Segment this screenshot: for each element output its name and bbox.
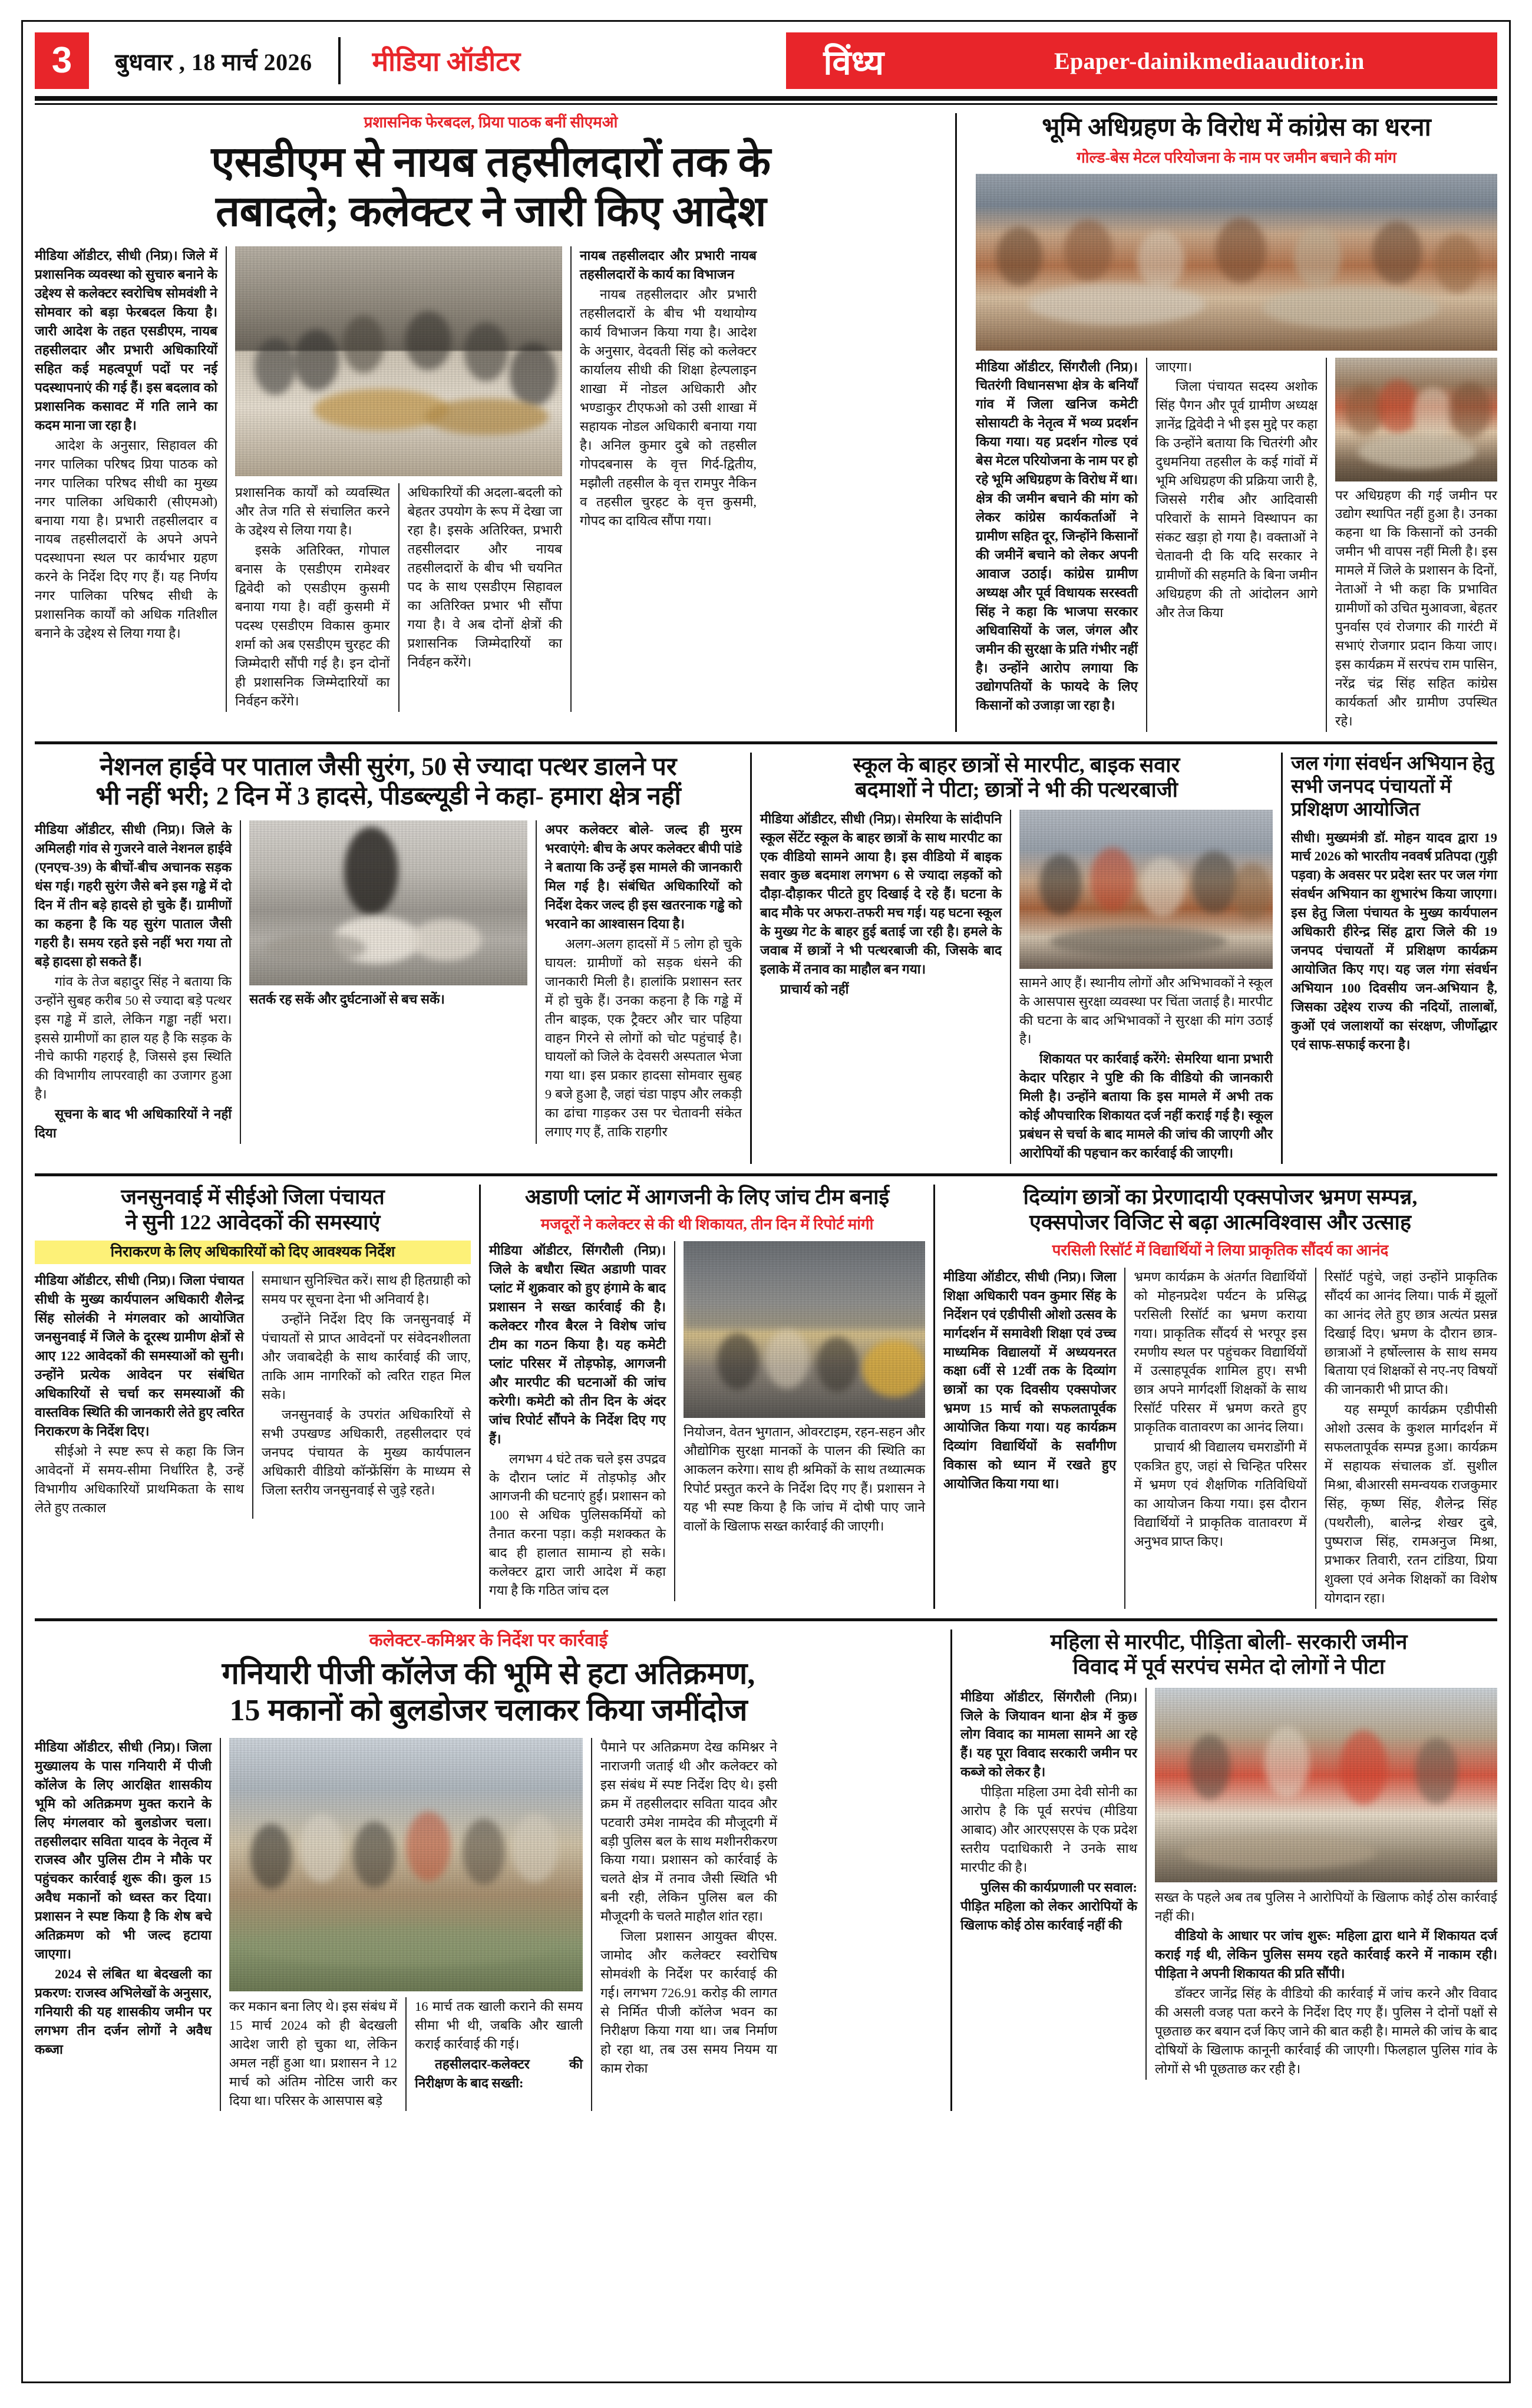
col-divider [1146,358,1147,732]
lead-col1-p2: आदेश के अनुसार, सिहावल की नगर पालिका परिषद प्रिया पाठक को नगर पालिका परिषद सीधी का मुख्य नगर पालिका अधिकारी (सीएमओ) बनाया गया है। प्रभारी तहसीलदार व नायब तहसीलदारों के अपने अपने पदस्थापना स्थल पर कार्यभार ग्रहण करने के निर्देश दिए गए हैं। यह निर्णय नगर पालिका परिषद सीधी के प्रशासनिक कार्यों को अधिक गतिशील बनाने के उद्देश्य से लिया गया है। [35,437,217,641]
school-incident-photo [1019,810,1273,969]
tunnel-photo-block [249,820,527,1144]
ganiyari-byline: मीडिया ऑडीटर, सीधी (निप्र)। जिला मुख्यालय के पास गनियारी में पीजी कॉलेज के लिए आरक्षित शासकीय भूमि को अतिक्रमण मुक्त कराने के लिए मंगलवार को बुलडोजर चला। तहसीलदार सविता यादव के नेतृत्व में राजस्व और पुलिस टीम ने मौके पर पहुंचकर कार्रवाई शुरू की। कुल 15 अवैध मकानों को ध्वस्त कर दिया। प्रशासन ने स्पष्ट किया है कि शेष बचे अतिक्रमण को भी जल्द हटाया जाएगा। [35,1739,212,1962]
lead-byline: मीडिया ऑडीटर, सीधी (निप्र)। जिले में प्रशासनिक व्यवस्था को सुचारु बनाने के उद्देश्य से कलेक्टर स्वरोचिष सोमवंशी ने सोमवार को बड़ा फेरबदल किया है। जारी आदेश के तहत एसडीएम, नायब तहसीलदार और प्रभारी अधिकारियों सहित कई महत्वपूर्ण पदों पर नई पदस्थापनाएं की गई हैं। इस बदलाव को प्रशासनिक कसावट में गति लाने का कदम माना जा रहा है। [35,248,217,433]
adani-plant-photo [684,1241,925,1418]
divyang-col2-p2: प्राचार्य श्री विद्यालय चमराडोंगी में एकत्रित हुए, जहां से चिन्हित परिसर में भ्रमण एवं शैक्षणिक गतिविधियों का आयोजन किया गया। इस दौरान विद्यार्थियों ने प्राकृतिक वातावरण में अनुभव प्राप्त किए। [1134,1440,1307,1549]
page-number: 3 [35,32,89,89]
ganiyari-col3-p2: जिला प्रशासन आयुक्त बीएस. जामोद और कलेक्टर स्वरोचिष सोमवंशी के निर्देश पर कार्रवाई की गई। लगभग 726.91 करोड़ की लागत से निर्मित पीजी कॉलेज भवन का निरीक्षण किया गया था। जब निर्माण हो रहा था, तब उस समय नियम या काम रोका [600,1929,777,2076]
photo-texture [1335,358,1497,481]
dharna-col3-p1: पर अधिग्रहण की गई जमीन पर उद्योग स्थापित नहीं हुआ है। उनका कहना था कि किसानों को उनकी जमीन भी वापस नहीं मिली है। इस मामले में जिले के प्रशासन के दिनों, नेताओं ने भी कहा कि प्रभावित ग्रामीणों को उचित मुआवजा, बेहतर पुनर्वास एवं रोजगार की गारंटी में सभाएं रोजगार प्रदान किया जाए। इस कार्यक्रम में सरपंच राम पासिन, नरेंद्र चंद्र सिंह सहित कांग्रेस कार्यकर्ता और ग्रामीण उपस्थित रहे। [1335,487,1497,728]
masthead-rule-thin [35,103,1497,105]
mahila-col2-p1: सख्त के पहले अब तब पुलिस ने आरोपियों के खिलाफ कोई ठोस कार्रवाई नहीं की। [1155,1889,1497,1924]
lead-col2-p2: इसके अतिरिक्त, गोपाल बनास के एसडीएम रामेश्वर द्विवेदी को एसडीएम कुसमी बनाया गया है। वहीं कुसमी में पदस्थ एसडीएम विकास कुमार शर्मा को अब एसडीएम चुरहट की जिम्मेदारी सौंपी गई है। इन दोनों ही प्रशासनिक जिम्मेदारियों का निर्वहन करेंगे। [235,543,390,708]
divyang-col3 [1325,1268,1497,1609]
lead-story-midblock [235,246,562,711]
tunnel-col2 [545,820,742,1144]
publication-date: बुधवार , 18 मार्च 2026 [115,48,312,75]
mahila-headline-line1: महिला से मारपीट, पीड़िता बोली- सरकारी जमीन [1050,1629,1408,1654]
school-headline-line1: स्कूल के बाहर छात्रों से मारपीट, बाइक सवार [853,753,1180,777]
school-byline: मीडिया ऑडीटर, सीधी (निप्र)। सेमरिया के सांदीपनि स्कूल सेंटेंट स्कूल के बाहर छात्रों के साथ मारपीट का एक वीडियो सामने आया है। इस वीडियो में बाइक सवार कुछ बदमाश लगभग 6 से ज्यादा लड़कों को दौड़ा-दौड़ाकर पीटते हुए दिखाई दे रहे हैं। घटना के बाद मौके पर अफरा-तफरी मच गई। यह घटना स्कूल के मुख्य गेट के बाहर हुई बताई जा रही है। हमले के जवाब में छात्रों ने भी पत्थरबाजी की, जिसके बाद इलाके में तनाव का माहौल बन गया। [760,811,1002,977]
col-divider [674,1241,675,1601]
row-2 [35,753,1497,1164]
adani-story [489,1185,925,1609]
mahila-col2-sub: वीडियो के आधार पर जांच शुरू: महिला द्वारा थाने में शिकायत दर्ज कराई गई थी, लेकिन पुलिस समय रहते कार्रवाई करने में नाकाम रही। पीड़िता ने अपनी शिकायत की प्रति सौंपी। [1155,1928,1497,1981]
tunnel-byline: मीडिया ऑडीटर, सीधी (निप्र)। जिले के अमिलही गांव से गुजरने वाले नेशनल हाईवे (एनएच-39) के बीचों-बीच अचानक सड़क धंस गई। गहरी सुरंग जैसे बने इस गड्ढे में दो दिन में तीन बड़े हादसे हो चुके हैं। ग्रामीणों का कहना है कि यह सुरंग पाताल जैसी गहरी है। समय रहते इसे नहीं भरा गया तो बड़े हादसा हो सकते हैं। [35,822,232,969]
school-story [760,753,1273,1164]
ganiyari-col2b [415,1997,583,2112]
col-divider [536,820,537,1144]
ganiyari-headline-line1: गनियारी पीजी कॉलेज की भूमि से हटा अतिक्रमण, [222,1657,755,1691]
photo-texture [1155,1688,1497,1882]
school-col1-sub: प्राचार्य को नहीं [780,982,849,997]
masthead-date-wrap [89,32,338,89]
adani-headline: अडाणी प्लांट में आगजनी के लिए जांच टीम बनाई [524,1185,890,1209]
congress-protest-photo [976,174,1497,351]
jansunwai-col1-p2: सीईओ ने स्पष्ट रूप से कहा कि जिन आवेदनों में समय-सीमा निर्धारित है, उन्हें विभागीय अधिकारियों प्राथमिकता के साथ लेते हुए तत्काल [35,1443,244,1515]
dharna-story [965,113,1497,732]
adani-byline: मीडिया ऑडीटर, सिंगरौली (निप्र)। जिले के बधौरा स्थित अडाणी पावर प्लांट में शुक्रवार को हुए हंगामे के बाद प्रशासन ने सख्त कार्रवाई की है। कलेक्टर गौरव बैरल ने विशेष जांच टीम का गठन किया है। यह कमेटी प्लांट परिसर में तोड़फोड़, आगजनी और मारपीट की घटनाओं की जांच करेगी। कमेटी को तीन दिन के अंदर जांच रिपोर्ट सौंपने के निर्देश दिए गए हैं। [489,1243,666,1446]
section-rule-3 [35,1618,1497,1621]
lead-story-mid-cols [235,483,562,711]
jal-ganga-story [1291,753,1497,1164]
divyang-col3-p1: रिसॉर्ट पहुंचे, जहां उन्होंने प्राकृतिक सौंदर्य का आनंद लिया। पार्क में झूलों का आनंद लेते हुए छात्र अत्यंत प्रसन्न दिखाई दिए। भ्रमण के दौरान छात्र-छात्राओं ने हर्षोल्लास के साथ समय बिताया एवं शिक्षकों से नए-नए विषयों की जानकारी भी प्राप्त की। [1324,1269,1497,1397]
adani-col2 [684,1423,925,1536]
section-divider [950,1629,952,2112]
school-col2-block [1019,810,1273,1164]
tunnel-col1-sub: सूचना के बाद भी अधिकारियों ने नहीं दिया [35,1107,232,1141]
epaper-url[interactable]: Epaper-dainikmediaauditor.in [922,32,1497,89]
tunnel-columns [35,820,742,1144]
col-divider [1010,810,1011,1164]
mahila-story [960,1629,1497,2112]
jansunwai-col2 [262,1271,471,1518]
divyang-col1 [943,1268,1116,1609]
lead-col4-subhead: नायब तहसीलदार और प्रभारी नायब तहसीलदारों के कार्य का विभाजन [580,248,757,282]
tunnel-col2-p2: अलग-अलग हादसों में 5 लोग हो चुके घायल: ग्रामीणों को सड़क धंसने की जानकारी मिली है। हालांकि प्रशासन स्तर में हो चुके हैं। उनका कहना है कि गड्ढे में तीन बाइक, एक ट्रैक्टर और चार पहिया वाहन गिरने से लोगों को चोट पहुंचाई है। घायलों को जिले के देवसरी अस्पताल भेजा गया था। इस प्रकार हादसा सोमवार सुबह 9 बजे हुआ है, जहां चंडा पाइप और लकड़ी का ढांचा गाड़कर उस पर चेतावनी संकेत लगाए गए हैं, ताकि राहगीर [544,936,742,1140]
ganiyari-col1 [35,1738,212,2112]
photo-texture [249,820,527,985]
jansunwai-col2-p3: जनसुनवाई के उपरांत अधिकारियों से सभी उपखण्ड अधिकारी, तहसीलदार एवं जनपद पंचायत के मुख्य कार्यपालन अधिकारी वीडियो कॉन्फ्रेंसिंग के माध्यम से जिला स्तरीय जनसुनवाई से जुड़े रहते। [262,1407,471,1497]
lead-col4-p2: नायब तहसीलदार और प्रभारी तहसीलदारों के बीच भी यथायोग्य कार्य विभाजन किया गया है। आदेश के अनुसार, वेदवती सिंह को कलेक्टर कार्यालय सीधी की शिक्षा हेल्पलाइन शाखा में नोडल अधिकारी और भण्डाकुर टीएफओ को उसी शाखा में सहायक नोडल अधिकारी बनाया गया है। अनिल कुमार दुबे को तहसील गोपदबनास के वृत्त गिर्द-द्वितीय, मझौली तहसील के वृत्त रामपुर नैकिन व तहसील चुरहट के वृत्त कुसमी, गोपद का दायित्व सौंपा गया। [580,287,757,528]
tunnel-col1 [35,820,232,1144]
photo-texture [1019,810,1273,969]
ganiyari-caption-cols [229,1997,583,2112]
demolition-site-photo [229,1738,583,1991]
tunnel-headline-line1: नेशनल हाईवे पर पाताल जैसी सुरंग, 50 से ज्यादा पत्थर डालने पर [100,753,677,781]
jansunwai-subhead: निराकरण के लिए अधिकारियों को दिए आवश्यक निर्देश [35,1241,471,1265]
jansunwai-col2-p1: समाधान सुनिश्चित करें। साथ ही हितग्राही को समय पर सूचना देना भी अनिवार्य है। [262,1273,471,1307]
school-col2-p1: सामने आए हैं। स्थानीय लोगों और अभिभावकों ने स्कूल के आसपास सुरक्षा व्यवस्था पर चिंता जताई है। मारपीट की घटना के बाद अभिभावकों ने सुरक्षा की मांग उठाई है। [1019,975,1273,1047]
photo-texture [684,1241,925,1418]
divyang-headline-line2: एक्सपोजर विजिट से बढ़ा आत्मविश्वास और उत्साह [1029,1210,1411,1234]
adani-col1-p2: लगभग 4 घंटे तक चले इस उपद्रव के दौरान प्लांट में तोड़फोड़ और आगजनी की घटनाएं हुईं। प्रशासन को 100 से अधिक पुलिसकर्मियों को तैनात करना पड़ा। कड़ी मशक्कत के बाद ही हालात सामान्य हो सके। कलेक्टर द्वारा जारी आदेश में कहा गया है कि गठित जांच दल [489,1451,666,1598]
jal-ganga-headline: जल गंगा संवर्धन अभियान हेतु सभी जनपद पंचायतों में प्रशिक्षण आयोजित [1291,753,1494,820]
lead-story [35,113,947,732]
lead-story-col2 [235,483,390,711]
divyang-story [943,1185,1497,1609]
section-divider [955,113,957,732]
jal-ganga-col [1291,829,1497,1054]
newspaper-brand: मीडिया ऑडीटर [372,47,521,77]
section-rule-2 [35,1173,1497,1176]
col-divider [220,1738,221,2112]
section-divider [933,1185,935,1609]
collector-meeting-photo [235,246,562,476]
lead-story-kicker: प्रशासनिक फेरबदल, प्रिया पाठक बनीं सीएमओ [364,114,618,131]
tunnel-col1-p2: गांव के तेज बहादुर सिंह ने बताया कि उन्होंने सुबह करीब 50 से ज्यादा बड़े पत्थर इस गड्ढे में डाले, लेकिन गड्ढा नहीं भरा। इससे ग्रामीणों का हाल यह है कि सड़क के नीचे काफी गहराई है, जिससे इस स्थिति की विभागीय लापरवाही का उजागर हुआ है। [35,974,232,1102]
col-divider [226,246,227,711]
adani-col1 [489,1241,666,1601]
divyang-col3-p2: यह सम्पूर्ण कार्यक्रम एडीपीसी ओशो उत्सव के कुशल मार्गदर्शन में सफलतापूर्वक सम्पन्न हुआ। कार्यक्रम में सहायक संचालक डॉ. सुशील मिश्रा, बीआरसी समन्वयक राजकुमार सिंह, कृष्ण सिंह, शैलेन्द्र सिंह (पथरौली), बालेन्द्र शेखर दुबे, पुष्पराज सिंह, रामअनुज मिश्रा, प्रभाकर तिवारी, रतन टांडिया, प्रिया शुक्ला एवं अनेक शिक्षकों का विशेष योगदान रहा। [1324,1402,1497,1605]
ganiyari-col2-p2: 16 मार्च तक खाली कराने की समय सीमा भी थी, जबकि और खाली कराई कार्रवाई की गई। [415,1998,583,2051]
adani-columns [489,1241,925,1601]
divyang-col2-p1: भ्रमण कार्यक्रम के अंतर्गत विद्यार्थियों को मोहनप्रदेश पर्यटन के प्रसिद्ध परसिली रिसॉर्ट का भ्रमण कराया गया। प्राकृतिक सौंदर्य से भरपूर इस रमणीय स्थल पर पहुंचकर विद्यार्थियों में उत्साहपूर्वक शामिल हुए। सभी छात्र अपने मार्गदर्शी शिक्षकों के साथ रिसॉर्ट परिसर में भ्रमण करते हुए प्राकृतिक वातावरण का आनंद लिया। [1134,1269,1307,1435]
jansunwai-columns [35,1271,471,1518]
school-col2 [1019,974,1273,1163]
tunnel-col2-sub1: अपर कलेक्टर बोले- जल्द ही मुरम भरवाएंगे: बीच के अपर कलेक्टर बीपी पांडे ने बताया कि उन्हें इस मामले की जानकारी मिल गई है। संबंधित अधिकारियों को निर्देश देकर जल्द ही इस खतरनाक गड्ढे को भरवाने का आश्वासन दिया है। [544,822,742,931]
masthead-rule-thick [35,96,1497,101]
mahila-headline-line2: विवाद में पूर्व सरपंच समेत दो लोगों ने पीटा [1072,1655,1385,1679]
dharna-col1 [976,358,1138,732]
photo-texture [235,246,562,476]
lead-story-col4 [580,246,757,711]
dharna-col3 [1335,358,1497,732]
dharna-byline: मीडिया ऑडीटर, सिंगरौली (निप्र)। चितरंगी विधानसभा क्षेत्र के बनियाँ गांव में जिला खनिज कमेटी सोसायटी के नेतृत्व में भव्य प्रदर्शन किया गया। यह प्रदर्शन गोल्ड एवं बेस मेटल परियोजना के नाम पर हो रहे भूमि अधिग्रहण के विरोध में था। क्षेत्र की जमीन बचाने की मांग को लेकर कांग्रेस कार्यकर्ताओं ने ग्रामीण सहित दूर, जिन्होंने किसानों की जमीनें बचाने को लेकर अपनी आवाज उठाई। कांग्रेस ग्रामीण अध्यक्ष और पूर्व विधायक सरस्वती सिंह ने कहा कि भाजपा सरकार अधिवासियों के जल, जंगल और जमीन की सुरक्षा के प्रति गंभीर नहीं है। उन्होंने आरोप लगाया कि उद्योगपतियों के फायदे के लिए किसानों को उजाड़ा जा रहा है। [976,359,1138,713]
photo-texture [976,174,1497,351]
col-divider [1315,1268,1316,1609]
col-divider [1326,358,1327,732]
ganiyari-photo-block [229,1738,583,2112]
divyang-col2 [1134,1268,1306,1609]
jansunwai-story [35,1185,471,1609]
adani-col2-block [684,1241,925,1601]
divyang-columns [943,1268,1497,1609]
lead-col2-p1: प्रशासनिक कार्यों को व्यवस्थित और तेज गति से संचालित करने के उद्देश्य से लिया गया है। [235,485,390,538]
lead-story-col1 [35,246,217,711]
dharna-col2-p2: जिला पंचायत सदस्य अशोक सिंह पैगन और पूर्व ग्रामीण अध्यक्ष ज्ञानेंद्र द्विवेदी ने भी इस मुद्दे पर कहा कि उन्होंने बताया कि चितरंगी और दुधमनिया तहसील के कई गांवों में भूमि अधिग्रहण की प्रक्रिया जारी है, जिससे गरीब और आदिवासी परिवारों के सामने विस्थापन का संकट खड़ा हो गया है। वक्ताओं ने चेतावनी दी कि यदि सरकार ने ग्रामीणों की सहमति के बिना जमीन अधिग्रहण की तो आंदोलन आगे और तेज किया [1155,379,1318,620]
ganiyari-columns [35,1738,942,2112]
ganiyari-col3 [600,1738,777,2112]
tunnel-caption-col [249,990,527,1010]
jal-ganga-byline: सीधी। मुख्यमंत्री डॉ. मोहन यादव द्वारा 19 मार्च 2026 को भारतीय नववर्ष प्रतिपदा (गुड़ी पड़वा) के अवसर पर प्रदेश स्तर पर जल गंगा संवर्धन अभियान का शुभारंभ किया जाएगा। इस हेतु जिला पंचायत के मुख्य कार्यपालन अधिकारी हीरेन्द्र सिंह द्वारा जिले की 19 जनपद पंचायतों में प्रशिक्षण कार्यक्रम आयोजित किए गए। यह जल गंगा संवर्धन अभियान 100 दिवसीय जन-अभियान है, जिसका उद्देश्य राज्य की नदियों, तालाबों, कुओं एवं जलाशयों का संरक्षण, जीर्णोद्धार एवं साफ-सफाई करना है। [1291,830,1497,1052]
divyang-headline-line1: दिव्यांग छात्रों का प्रेरणादायी एक्सपोजर भ्रमण सम्पन्न, [1023,1185,1418,1209]
section-rule-1 [35,741,1497,744]
tunnel-headline-line2: भी नहीं भरी; 2 दिन में 3 हादसे, पीडब्ल्यूडी ने कहा- हमारा क्षेत्र नहीं [95,783,681,811]
mahila-columns [960,1688,1497,2080]
col-divider [1124,1268,1125,1609]
assault-victim-photo [1155,1688,1497,1882]
ganiyari-kicker: कलेक्टर-कमिश्नर के निर्देश पर कार्रवाई [369,1630,608,1650]
ganiyari-col2-sub: तहसीलदार-कलेक्टर की निरीक्षण के बाद सख्ती: [415,2056,583,2090]
jansunwai-col2-p2: उन्होंने निर्देश दिए कि जनसुनवाई में पंचायतों से प्राप्त आवेदनों पर संवेदनशीलता और जवाबदेही के साथ कार्रवाई की जाए, ताकि आम नागरिकों को त्वरित राहत मिल सके। [262,1312,471,1403]
ganiyari-col1-sub: 2024 से लंबित था बेदखली का प्रकरण: राजस्व अभिलेखों के अनुसार, गनियारी की यह शासकीय जमीन पर लगभग तीन दर्जन लोगों ने अवैध कब्जा [35,1967,212,2057]
lead-col3-p1: अधिकारियों की अदला-बदली को बेहतर उपयोग के रूप में देखा जा रहा है। इसके अतिरिक्त, प्रभारी तहसीलदार और नायब तहसीलदारों के बीच भी चयनित पद के साथ एसडीएम सिहावल का अतिरिक्त प्रभार भी सौंपा गया है। वे अब दोनों क्षेत्रों की प्रशासनिक जिम्मेदारियों का निर्वहन करेंगे। [407,485,562,669]
row-4 [35,1629,1497,2112]
congress-leaders-photo [1335,358,1497,481]
mahila-col1 [960,1688,1137,2080]
highway-pothole-photo [249,820,527,985]
col-divider [591,1738,592,2112]
jansunwai-byline: मीडिया ऑडीटर, सीधी (निप्र)। जिला पंचायत सीधी के मुख्य कार्यपालन अधिकारी शैलेन्द्र सिंह सोलंकी ने मंगलवार को आयोजित जनसुनवाई में जिले के दूरस्थ ग्रामीण क्षेत्रों से आए 122 आवेदकों की समस्याओं को सुनी। उन्होंने प्रत्येक आवेदन पर संबंधित अधिकारियों से चर्चा कर समस्याओं की वास्तविक स्थिति की जानकारी लेते हुए त्वरित निराकरण के निर्देश दिए। [35,1273,244,1439]
col-divider [398,483,399,711]
col-divider [240,820,241,1144]
mahila-byline: मीडिया ऑडीटर, सिंगरौली (निप्र)। जिले के जियावन थाना क्षेत्र में कुछ लोग विवाद का मामला सामने आ रहे हैं। यह पूरा विवाद सरकारी जमीन पर कब्जे को लेकर है। [960,1689,1137,1780]
edition-name: विंध्य [786,32,922,89]
mahila-col2-p3: डॉक्टर जानेंद्र सिंह के वीडियो की कार्रवाई में जांच करने और विवाद की असली वजह पता करने के निर्देश दिए गए हैं। पुलिस ने दोनों पक्षों से पूछताछ कर बयान दर्ज किए जाने की बात कही है। मामले की जांच के बाद दोषियों के खिलाफ कानूनी कार्रवाई की जाएगी। फिलहाल पुलिस गांव के लोगों से भी पूछताछ कर रही है। [1155,1986,1497,2077]
school-columns [760,810,1273,1164]
col-divider [252,1271,253,1518]
tunnel-story [35,753,742,1164]
dharna-col3-text [1335,486,1497,731]
adani-subhead: मजदूरों ने कलेक्टर से की थी शिकायत, तीन दिन में रिपोर्ट मांगी [540,1215,874,1233]
school-col2-sub: शिकायत पर कार्रवाई करेंगे: सेमरिया थाना प्रभारी केदार परिहार ने पुष्टि की कि वीडियो की जानकारी मिली है। उन्होंने बताया कि इस मामले में अभी तक कोई औपचारिक शिकायत दर्ज नहीं कराई गई है। स्कूल प्रबंधन से चर्चा के बाद मामले की जांच की जाएगी और आरोपियों की पहचान कर कार्रवाई की जाएगी। [1019,1051,1273,1161]
mahila-col2-block [1155,1688,1497,2080]
row-3 [35,1185,1497,1609]
page-frame [21,20,1511,2383]
jansunwai-headline-line1: जनसुनवाई में सीईओ जिला पंचायत [121,1185,385,1209]
dharna-col2 [1155,358,1318,732]
ganiyari-story [35,1629,942,2112]
dharna-col2-p1: जाएगा। [1155,359,1192,374]
col-divider [405,1997,407,2112]
ganiyari-col3-p1: पैमाने पर अतिक्रमण देख कमिश्नर ने नाराजगी जताई थी और कलेक्टर को इस संबंध में स्पष्ट निर्देश दिए थे। इसी क्रम में तहसीलदार सविता यादव और पटवारी उमेश नामदेव की मौजूदगी में बड़ी पुलिस बल के साथ मशीनरीकरण किया गया। प्रशासन को कार्रवाई के चलते क्षेत्र में तनाव जैसी स्थिति भी बनी रही, लेकिन पुलिस बल की मौजूदगी के चलते माहौल शांत रहा। [600,1739,777,1924]
lead-story-col3 [408,483,563,711]
lead-story-headline-line2: तबादले; कलेक्टर ने जारी किए आदेश [215,188,767,236]
ganiyari-headline-line2: 15 मकानों को बुलडोजर चलाकर किया जमींदोज [229,1693,748,1727]
ganiyari-col2 [229,1997,397,2112]
lead-story-headline-line1: एसडीएम से नायब तहसीलदारों तक के [211,138,771,186]
adani-col2-p1: नियोजन, वेतन भुगतान, ओवरटाइम, रहन-सहन और औद्योगिक सुरक्षा मानकों के पालन की स्थिति का आकलन करेगा। साथ ही श्रमिकों के साथ तथ्यात्मक रिपोर्ट प्रस्तुत करने के निर्देश दिए गए हैं। प्रशासन ने यह भी स्पष्ट किया है कि जांच में दोषी पाए जाने वालों के खिलाफ सख्त कार्रवाई की जाएगी। [684,1424,925,1533]
photo-texture [229,1738,583,1991]
masthead-brand-wrap [341,32,786,89]
mahila-col1-sub: पुलिस की कार्यप्रणाली पर सवाल: पीड़ित महिला को लेकर आरोपियों के खिलाफ कोई ठोस कार्रवाई नहीं की [960,1879,1137,1932]
section-divider [1281,753,1283,1164]
lead-story-columns [35,246,947,711]
col-divider [1145,1688,1147,2080]
dharna-headline: भूमि अधिग्रहण के विरोध में कांग्रेस का धरना [1042,114,1431,141]
section-divider [750,753,752,1164]
dharna-subhead: गोल्ड-बेस मेटल परियोजना के नाम पर जमीन बचाने की मांग [1077,149,1396,166]
mahila-col2 [1155,1888,1497,2079]
jansunwai-headline-line2: ने सुनी 122 आवेदकों की समस्याएं [125,1210,381,1234]
school-headline-line2: बदमाशों ने पीटा; छात्रों ने भी की पत्थरबाजी [855,778,1178,802]
tunnel-caption: सतर्क रह सकें और दुर्घटनाओं से बच सकें। [249,992,445,1007]
top-section [35,113,1497,732]
school-col1 [760,810,1002,1164]
jansunwai-col1 [35,1271,244,1518]
col-divider [570,246,572,711]
section-divider [479,1185,481,1609]
dharna-columns [976,358,1497,732]
divyang-subhead: परसिली रिसॉर्ट में विद्यार्थियों ने लिया प्राकृतिक सौंदर्य का आनंद [1052,1241,1389,1259]
mahila-col1-p2: पीड़िता महिला उमा देवी सोनी का आरोप है कि पूर्व सरपंच (मीडिया आबाद) और आरएसएस के एक प्रदेश स्तरीय पदाधिकारी ने उनके साथ मारपीट की है। [960,1784,1137,1875]
ganiyari-col2-p1: कर मकान बना लिए थे। इस संबंध में 15 मार्च 2024 को ही बेदखली आदेश जारी हो चुका था, लेकिन अमल नहीं हुआ था। प्रशासन ने 12 मार्च को अंतिम नोटिस जारी कर दिया था। परिसर के आसपास बड़े [229,1998,397,2108]
tunnel-caption-cols [249,990,527,1010]
masthead [35,32,1497,89]
divyang-byline: मीडिया ऑडीटर, सीधी (निप्र)। जिला शिक्षा अधिकारी पवन कुमार सिंह के निर्देशन एवं एडीपीसी ओशो उत्सव के मार्गदर्शन में समावेशी शिक्षा एवं उच्च माध्यमिक विद्यालयों में अध्ययनरत कक्षा 6वीं से 12वीं तक के दिव्यांग छात्रों का एक दिवसीय एक्सपोजर भ्रमण 15 मार्च को सफलतापूर्वक आयोजित किया गया। यह कार्यक्रम दिव्यांग विद्यार्थियों के सर्वांगीण विकास को ध्यान में रखते हुए आयोजित किया गया था। [943,1269,1117,1492]
